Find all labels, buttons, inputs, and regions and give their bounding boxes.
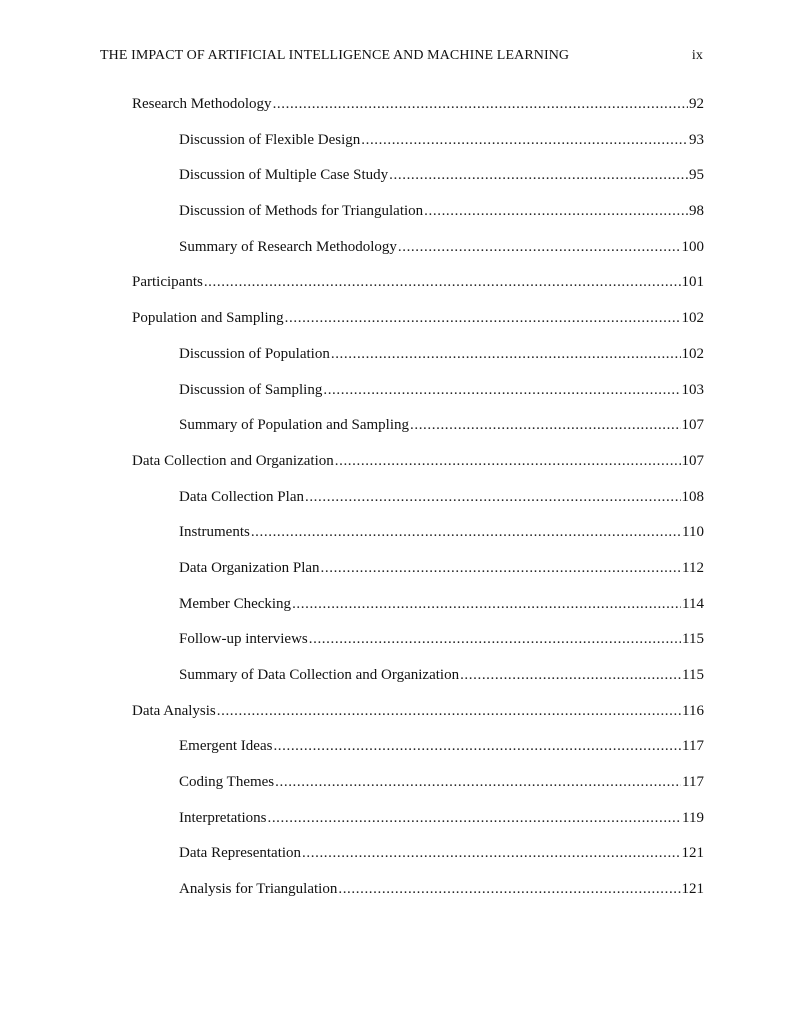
toc-entry <box>132 735 704 771</box>
toc-dot-leader <box>361 129 688 151</box>
toc-entry <box>132 842 704 878</box>
toc-dot-leader <box>273 93 688 115</box>
toc-entry-page: 95 <box>689 167 704 184</box>
toc-entry-page: 100 <box>681 238 704 255</box>
toc-dot-leader <box>305 486 681 508</box>
toc-entry-title: Data Organization Plan <box>179 559 320 576</box>
toc-entry-page: 121 <box>681 845 704 862</box>
toc-entry-title: Data Analysis <box>132 702 216 719</box>
toc-entry <box>132 628 704 664</box>
toc-entry <box>132 93 704 129</box>
page-number: ix <box>691 48 703 63</box>
toc-entry <box>132 593 704 629</box>
toc-dot-leader <box>460 664 681 686</box>
toc-entry-title: Instruments <box>179 524 250 541</box>
toc-dot-leader <box>309 628 681 650</box>
toc-entry-page: 115 <box>682 631 704 648</box>
toc-entry-title: Coding Themes <box>179 774 275 791</box>
toc-entry-page: 93 <box>689 131 704 148</box>
toc-entry <box>132 307 704 343</box>
toc-entry <box>132 164 704 200</box>
toc-dot-leader <box>321 557 682 579</box>
toc-entry-title: Summary of Data Collection and Organization <box>179 667 460 683</box>
toc-entry-page: 121 <box>681 881 704 898</box>
toc-entry-title: Discussion of Multiple Case Study <box>179 167 389 184</box>
toc-entry-title: Member Checking <box>179 595 292 612</box>
toc-entry-page: 107 <box>681 452 704 469</box>
toc-entry <box>132 200 704 236</box>
toc-entry <box>132 557 704 593</box>
toc-entry-page: 117 <box>682 774 704 791</box>
toc-entry-page: 102 <box>681 345 704 362</box>
toc-entry-page: 117 <box>682 738 704 755</box>
toc-entry <box>132 807 704 843</box>
toc-entry-title: Data Collection Plan <box>179 488 304 505</box>
toc-entry <box>132 343 704 379</box>
toc-entry-page: 119 <box>682 809 704 826</box>
toc-entry <box>132 664 704 700</box>
toc-entry-page: 107 <box>681 417 704 434</box>
running-head-title: THE IMPACT OF ARTIFICIAL INTELLIGENCE AND MACHINE LEARNING <box>100 48 570 63</box>
toc-entry-title: Summary of Population and Sampling <box>179 417 409 434</box>
toc-dot-leader <box>204 271 681 293</box>
toc-entry <box>132 236 704 272</box>
toc-dot-leader <box>335 450 681 472</box>
toc-dot-leader <box>267 807 681 829</box>
toc-entry <box>132 486 704 522</box>
toc-entry-page: 112 <box>682 559 704 576</box>
toc-entry-page: 102 <box>681 310 704 327</box>
toc-entry <box>132 771 704 807</box>
toc-dot-leader <box>273 735 681 757</box>
toc-entry <box>132 271 704 307</box>
toc-entry-title: Discussion of Methods for Triangulation <box>179 203 424 220</box>
toc-dot-leader <box>285 307 681 329</box>
toc-entry-title: Population and Sampling <box>132 310 284 327</box>
toc-dot-leader <box>251 521 681 543</box>
toc-entry-title: Research Methodology <box>132 96 272 112</box>
toc-entry-page: 92 <box>689 96 704 112</box>
toc-entry-title: Emergent Ideas <box>179 738 273 755</box>
toc-entry-page: 101 <box>681 274 704 291</box>
toc-entry-title: Summary of Research Methodology <box>179 238 397 255</box>
toc-dot-leader <box>302 842 680 864</box>
toc-entry-page: 110 <box>682 524 704 541</box>
toc-entry-title: Discussion of Sampling <box>179 381 323 398</box>
table-of-contents <box>132 93 704 914</box>
toc-entry-title: Interpretations <box>179 809 267 826</box>
toc-entry-title: Participants <box>132 274 203 291</box>
toc-dot-leader <box>338 878 680 900</box>
toc-dot-leader <box>389 164 688 186</box>
toc-entry-page: 114 <box>682 595 704 612</box>
toc-dot-leader <box>398 236 681 258</box>
toc-entry-title: Analysis for Triangulation <box>179 881 338 898</box>
toc-entry <box>132 379 704 415</box>
toc-entry <box>132 878 704 914</box>
toc-entry-page: 108 <box>681 488 704 505</box>
toc-entry <box>132 521 704 557</box>
toc-dot-leader <box>292 593 681 615</box>
toc-dot-leader <box>323 379 680 401</box>
toc-entry-title: Discussion of Population <box>179 345 330 362</box>
toc-dot-leader <box>410 414 681 436</box>
toc-entry-page: 103 <box>681 381 704 398</box>
toc-entry <box>132 414 704 450</box>
running-head <box>100 46 703 66</box>
toc-dot-leader <box>424 200 688 222</box>
toc-entry-title: Data Collection and Organization <box>132 452 334 469</box>
toc-dot-leader <box>275 771 681 793</box>
toc-entry-title: Data Representation <box>179 845 302 862</box>
toc-entry-page: 115 <box>682 667 704 683</box>
toc-entry-page: 98 <box>689 203 704 220</box>
toc-entry <box>132 700 704 736</box>
toc-entry <box>132 450 704 486</box>
toc-entry-title: Discussion of Flexible Design <box>179 131 361 148</box>
toc-entry-page: 116 <box>682 702 704 719</box>
toc-dot-leader <box>331 343 681 365</box>
toc-dot-leader <box>217 700 681 722</box>
toc-entry-title: Follow-up interviews <box>179 631 308 648</box>
toc-entry <box>132 129 704 165</box>
